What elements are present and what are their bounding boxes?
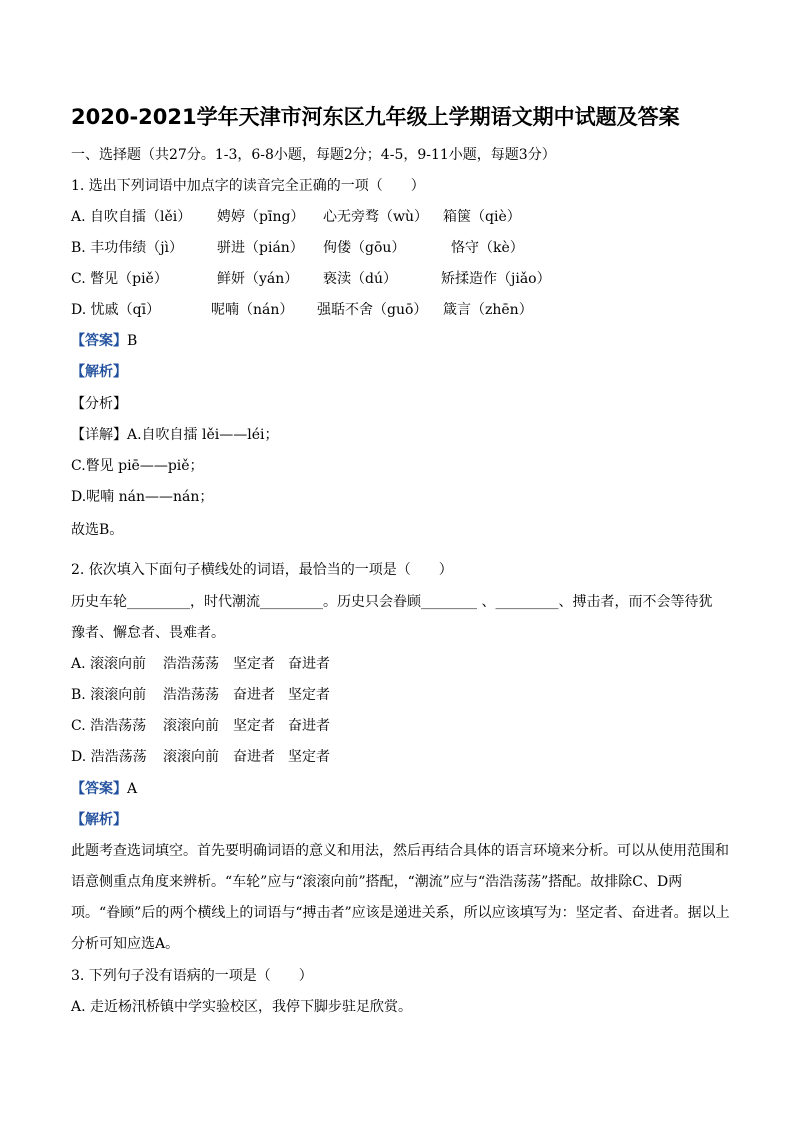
q2-c-2: 滚滚向前 — [163, 718, 219, 734]
detail-tag: 【详解】 — [71, 427, 127, 443]
q2-text-line-1: 历史车轮_________，时代潮流_________。历史只会眷顾________ 、_________、搏击者，而不会等待犹 — [71, 594, 713, 610]
q1-c-1: C. 瞥见（piě） — [71, 271, 168, 287]
q1-fenxi-tag — [71, 394, 127, 414]
document-title: 2020-2021学年天津市河东区九年级上学期语文期中试题及答案 — [71, 105, 680, 129]
q2-d-3: 奋进者 — [233, 749, 275, 765]
question-2-stem: 2. 依次填入下面句子横线处的词语，最恰当的一项是（ ） — [71, 562, 453, 578]
answer-value: B — [127, 333, 138, 349]
q1-detail-3: D.呢喃 nán——nán； — [71, 489, 214, 505]
q1-b-4: 恪守（kè） — [451, 240, 524, 256]
q1-d-3: 强聒不舍（guō） — [317, 302, 428, 318]
q1-option-c — [71, 269, 551, 289]
q1-answer — [71, 331, 137, 351]
q3-option-a: A. 走近杨汛桥镇中学实验校区，我停下脚步驻足欣赏。 — [71, 999, 413, 1015]
q1-d-4: 箴言（zhēn） — [443, 302, 533, 318]
q1-detail-2: C.瞥见 piē——piě； — [71, 458, 204, 474]
q2-c-4: 奋进者 — [288, 718, 330, 734]
question-1-stem: 1. 选出下列词语中加点字的读音完全正确的一项（ ） — [71, 178, 425, 194]
q2-b-2: 浩浩荡荡 — [163, 687, 219, 703]
q1-conclusion: 故选B。 — [71, 522, 124, 538]
q2-option-a — [71, 654, 330, 674]
q2-b-3: 奋进者 — [233, 687, 275, 703]
q1-a-3: 心无旁骛（wù） — [323, 209, 428, 225]
q1-a-2: 娉婷（pīng） — [217, 209, 305, 225]
question-3-stem: 3. 下列句子没有语病的一项是（ ） — [71, 968, 313, 984]
q2-d-2: 滚滚向前 — [163, 749, 219, 765]
fenxi-tag: 【分析】 — [71, 396, 127, 412]
q2-option-c — [71, 716, 330, 736]
q2-b-1: B. 滚滚向前 — [71, 687, 147, 703]
q2-b-4: 坚定者 — [288, 687, 330, 703]
q2-d-4: 坚定者 — [288, 749, 330, 765]
q1-d-2: 呢喃（nán） — [211, 302, 294, 318]
q1-c-2: 鲜妍（yán） — [217, 271, 299, 287]
q2-c-3: 坚定者 — [233, 718, 275, 734]
q1-c-3: 亵渎（dú） — [323, 271, 397, 287]
q2-option-d — [71, 747, 330, 767]
q1-a-4: 箱箧（qiè） — [443, 209, 521, 225]
q2-a-3: 坚定者 — [233, 656, 275, 672]
q1-detail-1 — [71, 425, 279, 445]
q1-c-4: 矫揉造作（jiǎo） — [441, 271, 551, 287]
answer-tag: 【答案】 — [71, 333, 127, 349]
q1-b-2: 骈进（pián） — [217, 240, 304, 256]
q1-option-b — [71, 238, 524, 258]
q2-a-2: 浩浩荡荡 — [163, 656, 219, 672]
q2-option-b — [71, 685, 330, 705]
q1-b-1: B. 丰功伟绩（jì） — [71, 240, 184, 256]
q2-d-1: D. 浩浩荡荡 — [71, 749, 147, 765]
analysis-tag: 【解析】 — [71, 812, 127, 828]
analysis-tag: 【解析】 — [71, 364, 127, 380]
q1-b-3: 佝偻（gōu） — [323, 240, 406, 256]
q2-c-1: C. 浩浩荡荡 — [71, 718, 147, 734]
q2-answer — [71, 779, 137, 799]
q2-a-4: 奋进者 — [288, 656, 330, 672]
q2-text-line-2: 豫者、懈怠者、畏难者。 — [71, 625, 225, 641]
q1-option-d — [71, 300, 533, 320]
detail-text-1: A.自吹自擂 lěi——léi； — [127, 427, 279, 443]
q1-analysis-tag — [71, 362, 127, 382]
q1-a-1: A. 自吹自擂（lěi） — [71, 209, 192, 225]
answer-tag: 【答案】 — [71, 781, 127, 797]
q2-analysis-tag — [71, 810, 127, 830]
answer-value: A — [127, 781, 138, 797]
q2-analysis-text: 此题考查选词填空。首先要明确词语的意义和用法，然后再结合具体的语言环境来分析。可以从使用范围和语意侧重点角度来辨析。“车轮”应与“滚滚向前”搭配，“潮流”应与“浩浩荡荡”搭配。故排除C、D两项。“眷顾”后的两个横线上的词语与“搏击者”应该是递进关系，所以应该填写为：坚定者、奋进者。据以上分析可知应选A。 — [71, 843, 730, 952]
q1-option-a — [71, 207, 521, 227]
section-heading: 一、选择题（共27分。1-3，6-8小题，每题2分；4-5，9-11小题，每题3分） — [71, 147, 556, 163]
q2-a-1: A. 滚滚向前 — [71, 656, 147, 672]
q1-d-1: D. 忧戚（qī） — [71, 302, 161, 318]
